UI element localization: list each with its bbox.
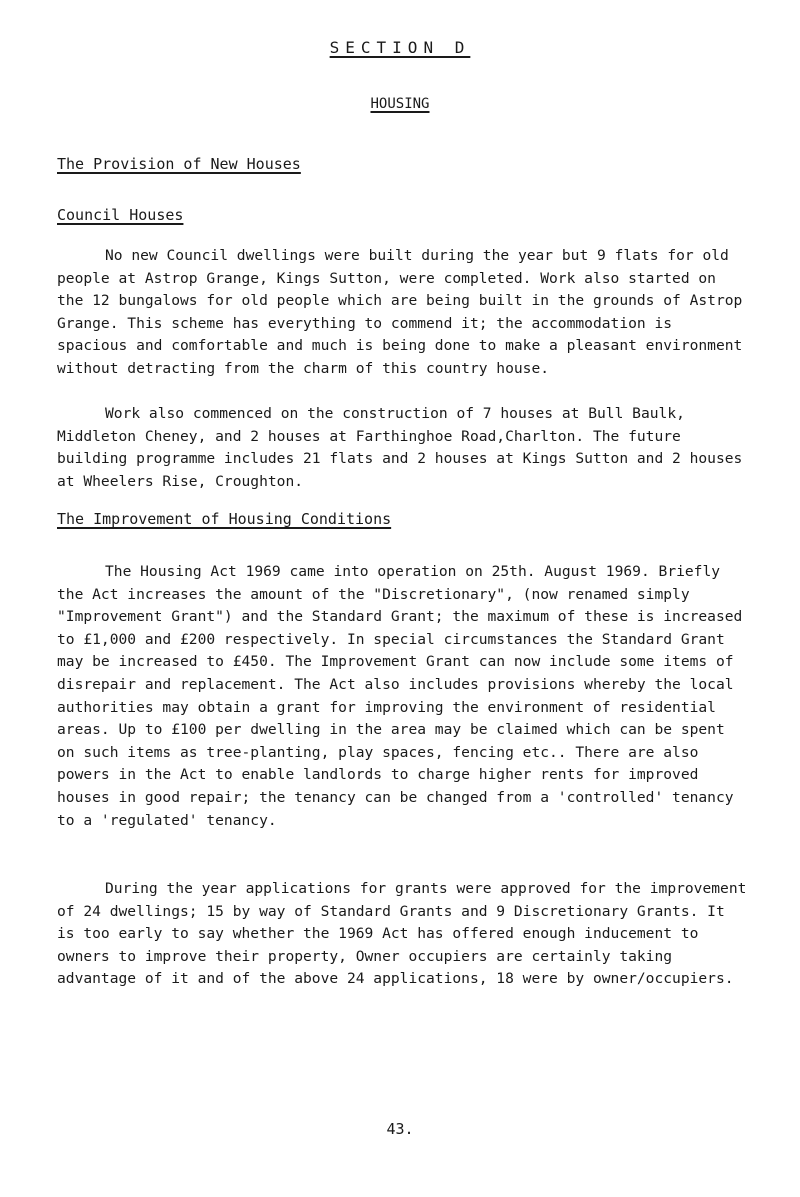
page-number: 43. — [386, 1120, 414, 1138]
provision-heading: The Provision of New Houses — [57, 155, 301, 173]
housing-title — [0, 96, 800, 112]
improvement-heading: The Improvement of Housing Conditions — [57, 510, 392, 528]
construction-paragraph: Work also commenced on the construction of 7 houses at Bull Baulk, Middleton Cheney, and 2 houses at Farthinghoe Road,Charlton. The future building programme includes 21 flats and 2 houses at Kings Sutton and 2 houses at Wheelers Rise, Croughton. — [57, 405, 743, 490]
section-title-text: SECTION D — [329, 38, 471, 57]
council-houses-paragraph: No new Council dwellings were built during the year but 9 flats for old people at Astrop Grange, Kings Sutton, were completed. Work also started on the 12 bungalows for old people which are being built in the grounds of Astrop Grange. This scheme has everything to commend it; the accommodation is spacious and comfortable and much is being done to make a pleasant environment without detracting from the charm of this country house. — [57, 247, 743, 377]
housing-act-paragraph: The Housing Act 1969 came into operation on 25th. August 1969. Briefly the Act increases the amount of the "Discretionary", (now renamed simply "Improvement Grant") and the Standard Grant; the maximum of these is increased to £1,000 and £200 respectively. In special circumstances the Standard Grant may be increased to £450. The Improvement Grant can now include some items of disrepair and replacement. The Act also includes provisions whereby the local authorities may obtain a grant for improving the environment of residential areas. Up to £100 per dwelling in the area may be claimed which can be spent on such items as tree-planting, play spaces, fencing etc.. There are also powers in the Act to enable landlords to charge higher rents for improved houses in good repair; the tenancy can be changed from a 'controlled' tenancy to a 'regulated' tenancy. — [57, 563, 743, 829]
housing-title-text: HOUSING — [370, 96, 430, 112]
council-houses-heading: Council Houses — [57, 206, 184, 224]
grants-paragraph: During the year applications for grants were approved for the improvement of 24 dwellings; 15 by way of Standard Grants and 9 Discretionary Grants. It is too early to say whether the 1969 Act has offered enough inducement to owners to improve their property, Owner occupiers are certainly taking advantage of it and of the above 24 applications, 18 were by owner/occupiers. — [57, 880, 747, 988]
section-title — [0, 38, 800, 57]
